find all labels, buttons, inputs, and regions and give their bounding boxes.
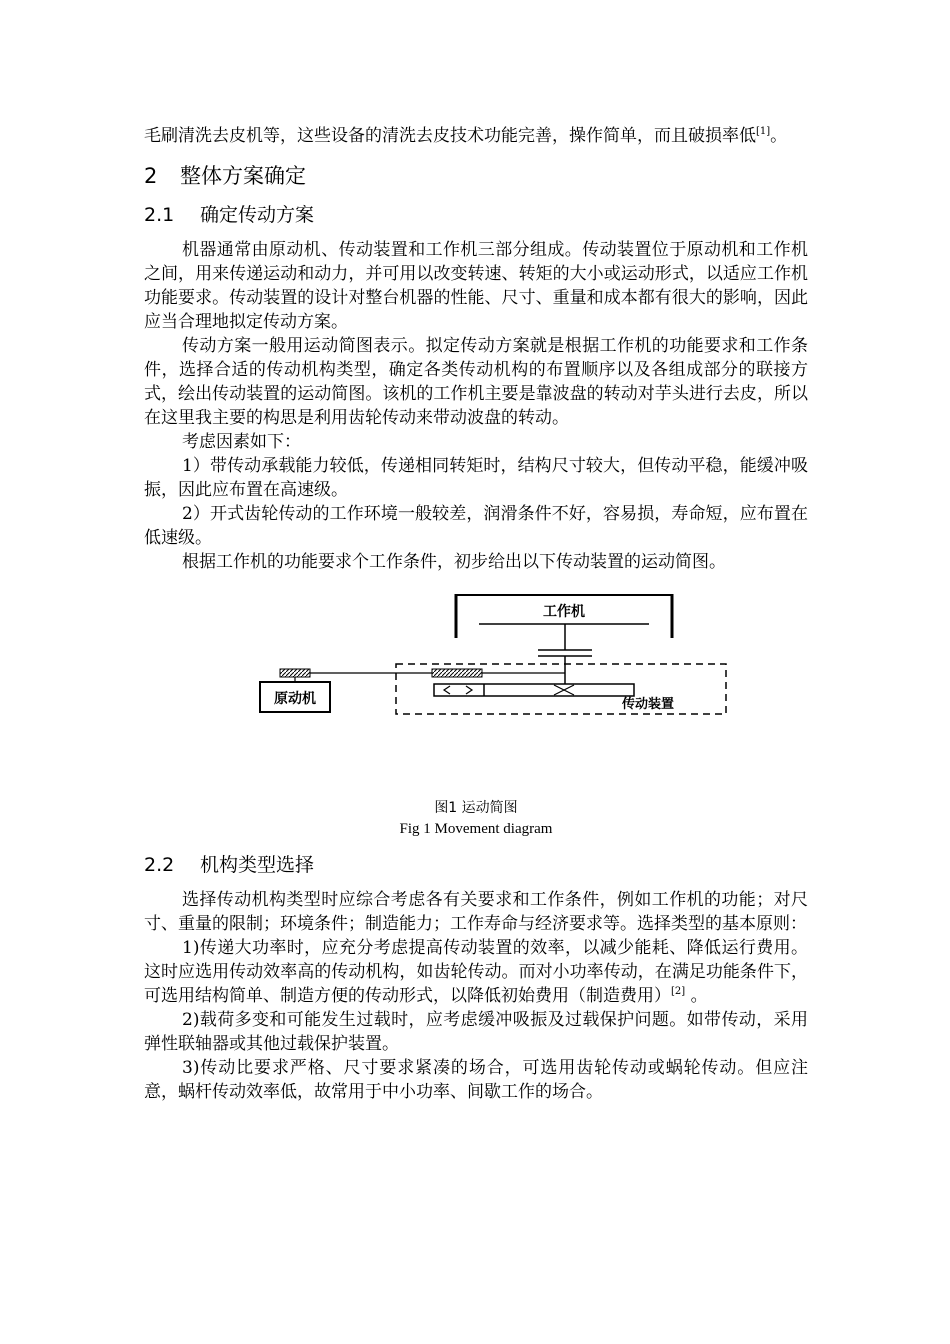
section-2-1-heading: 2.1 确定传动方案 (144, 204, 315, 226)
figure-caption-cn: 图1 运动简图 (434, 800, 518, 816)
work-machine-label: 工作机 (543, 604, 585, 620)
paragraph: 3)传动比要求严格、尺寸要求紧凑的场合，可选用齿轮传动或蜗轮传动。但应注意，蜗杆传动效率低，故常用于中小功率、间歇工作的场合。 (144, 1058, 808, 1102)
paragraph: 传动方案一般用运动简图表示。拟定传动方案就是根据工作机的功能要求和工作条件，选择合适的传动机构类型，确定各类传动机构的布置顺序以及各组成部分的联接方式，绘出传动装置的运动简图。该机的工作机主要是靠波盘的转动对芋头进行去皮，所以在这里我主要的构思是利用齿轮传动来带动波盘的转动。 (144, 336, 808, 428)
paragraph: 1）带传动承载能力较低，传递相同转矩时，结构尺寸较大，但传动平稳，能缓冲吸振，因此应布置在高速级。 (144, 456, 808, 500)
belt-drive (280, 669, 565, 677)
section-2-2-heading: 2.2 机构类型选择 (144, 854, 315, 876)
intro-paragraph: 毛刷清洗去皮机等，这些设备的清洗去皮技术功能完善，操作简单，而且破损率低[1]。 (144, 126, 788, 146)
work-machine-box (456, 594, 672, 638)
citation-2: [2] (671, 986, 686, 997)
transmission-label: 传动装置 (621, 697, 675, 712)
citation-1: [1] (756, 126, 771, 137)
paragraph: 2)载荷多变和可能发生过载时，应考虑缓冲吸振及过载保护问题。如带传动，采用弹性联轴器或其他过载保护装置。 (144, 1010, 808, 1054)
paragraph: 根据工作机的功能要求个工作条件，初步给出以下传动装置的运动简图。 (182, 552, 726, 572)
figure-caption-en: Fig 1 Movement diagram (399, 821, 553, 837)
diagram-svg (254, 592, 734, 722)
gear-shaft (434, 684, 634, 696)
paragraph: 选择传动机构类型时应综合考虑各有关要求和工作条件，例如工作机的功能；对尺寸、重量的限制；环境条件；制造能力；工作寿命与经济要求等。选择类型的基本原则： (144, 890, 808, 934)
motor-box (260, 677, 330, 712)
paragraph: 机器通常由原动机、传动装置和工作机三部分组成。传动装置位于原动机和工作机之间，用来传递运动和动力，并可用以改变转速、转矩的大小或运动形式，以适应工作机功能要求。传动装置的设计对整台机器的性能、尺寸、重量和成本都有很大的影响，因此应当合理地拟定传动方案。 (144, 240, 808, 332)
section-2-heading: 2 整体方案确定 (144, 164, 306, 188)
movement-diagram (144, 592, 808, 772)
page-content (144, 124, 808, 1104)
paragraph: 考虑因素如下： (182, 432, 301, 452)
vertical-shaft (538, 624, 592, 684)
paragraph: 2）开式齿轮传动的工作环境一般较差，润滑条件不好，容易损，寿命短，应布置在低速级。 (144, 504, 808, 548)
motor-label: 原动机 (274, 691, 316, 707)
paragraph: 1)传递大功率时，应充分考虑提高传动装置的效率，以减少能耗、降低运行费用。这时应选用传动效率高的传动机构，如齿轮传动。而对小功率传动，在满足功能条件下，可选用结构简单、制造方便的传动形式，以降低初始费用（制造费用）[2] 。 (144, 938, 808, 1006)
